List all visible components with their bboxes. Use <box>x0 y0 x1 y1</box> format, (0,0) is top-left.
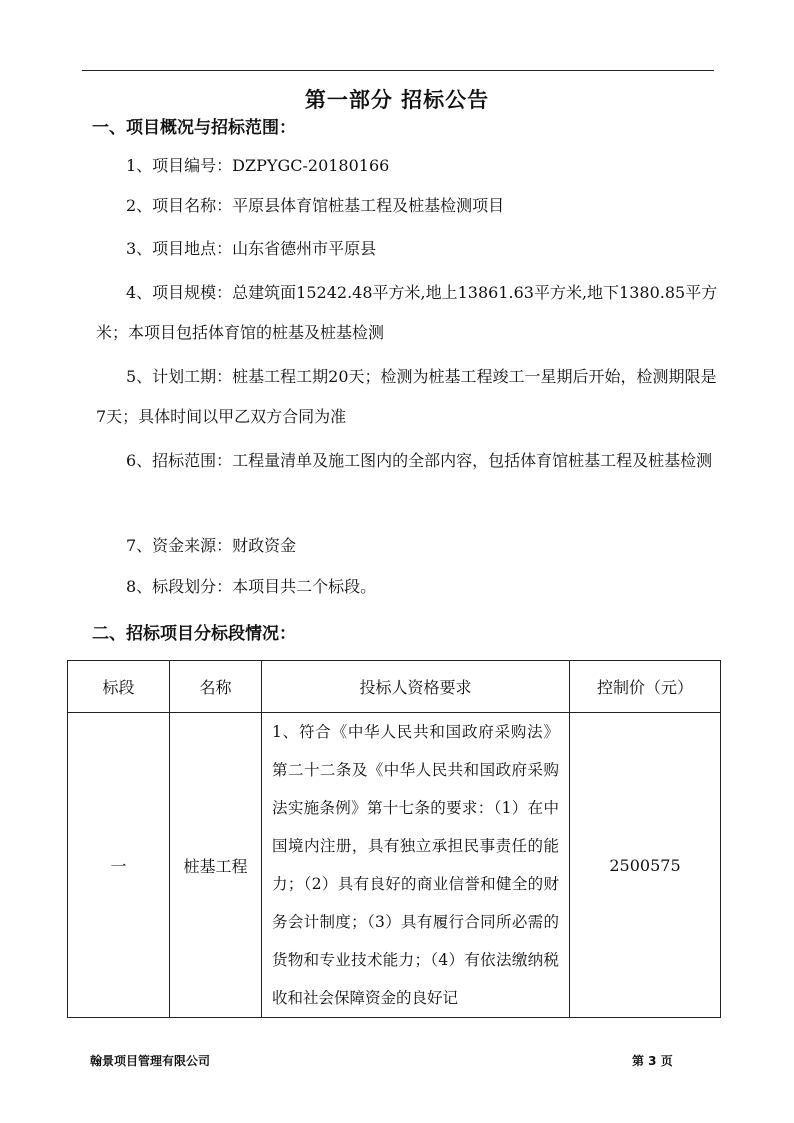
header-section: 标段 <box>68 661 170 713</box>
header-rule <box>82 70 714 71</box>
cell-requirements: 1、符合《中华人民共和国政府采购法》第二十二条及《中华人民共和国政府采购法实施条例》第十七条的要求：（1）在中国境内注册，具有独立承担民事责任的能力；（2）具有良好的商业信誉和健全的财务会计制度；（3）具有履行合同所必需的货物和专业技术能力；（4）有依法缴纳税收和社会保障资金的良好记 <box>262 713 570 1018</box>
table-header-row <box>68 661 721 713</box>
header-name: 名称 <box>170 661 262 713</box>
project-name: 2、项目名称：平原县体育馆桩基工程及桩基检测项目 <box>126 196 505 215</box>
page-title: 第一部分 招标公告 <box>304 88 490 112</box>
cell-price: 2500575 <box>570 713 721 1018</box>
footer-company: 翰景项目管理有限公司 <box>90 1054 211 1068</box>
fund-source: 7、资金来源：财政资金 <box>126 536 297 555</box>
section2-heading: 二、招标项目分标段情况： <box>92 624 296 644</box>
cell-name: 桩基工程 <box>170 713 262 1018</box>
section-division: 8、标段划分：本项目共二个标段。 <box>126 577 377 596</box>
header-price: 控制价（元） <box>570 661 721 713</box>
table-row <box>68 713 721 1018</box>
bid-scope: 6、招标范围：工程量清单及施工图内的全部内容，包括体育馆桩基工程及桩基检测 <box>126 451 713 470</box>
project-schedule: 5、计划工期：桩基工程工期20天；检测为桩基工程竣工一星期后开始，检测期限是7天；具体时间以甲乙双方合同为准 <box>96 367 717 426</box>
section1-heading: 一、项目概况与招标范围： <box>92 118 296 138</box>
cell-section: 一 <box>68 713 170 1018</box>
project-scale: 4、项目规模：总建筑面15242.48平方米,地上13861.63平方米,地下1380.85平方米；本项目包括体育馆的桩基及桩基检测 <box>96 283 718 342</box>
bid-sections-table <box>67 660 721 1018</box>
footer-page-number: 第 3 页 <box>632 1054 673 1068</box>
project-number: 1、项目编号：DZPYGC-20180166 <box>126 156 390 175</box>
header-requirements: 投标人资格要求 <box>262 661 570 713</box>
project-location: 3、项目地点：山东省德州市平原县 <box>126 239 377 258</box>
